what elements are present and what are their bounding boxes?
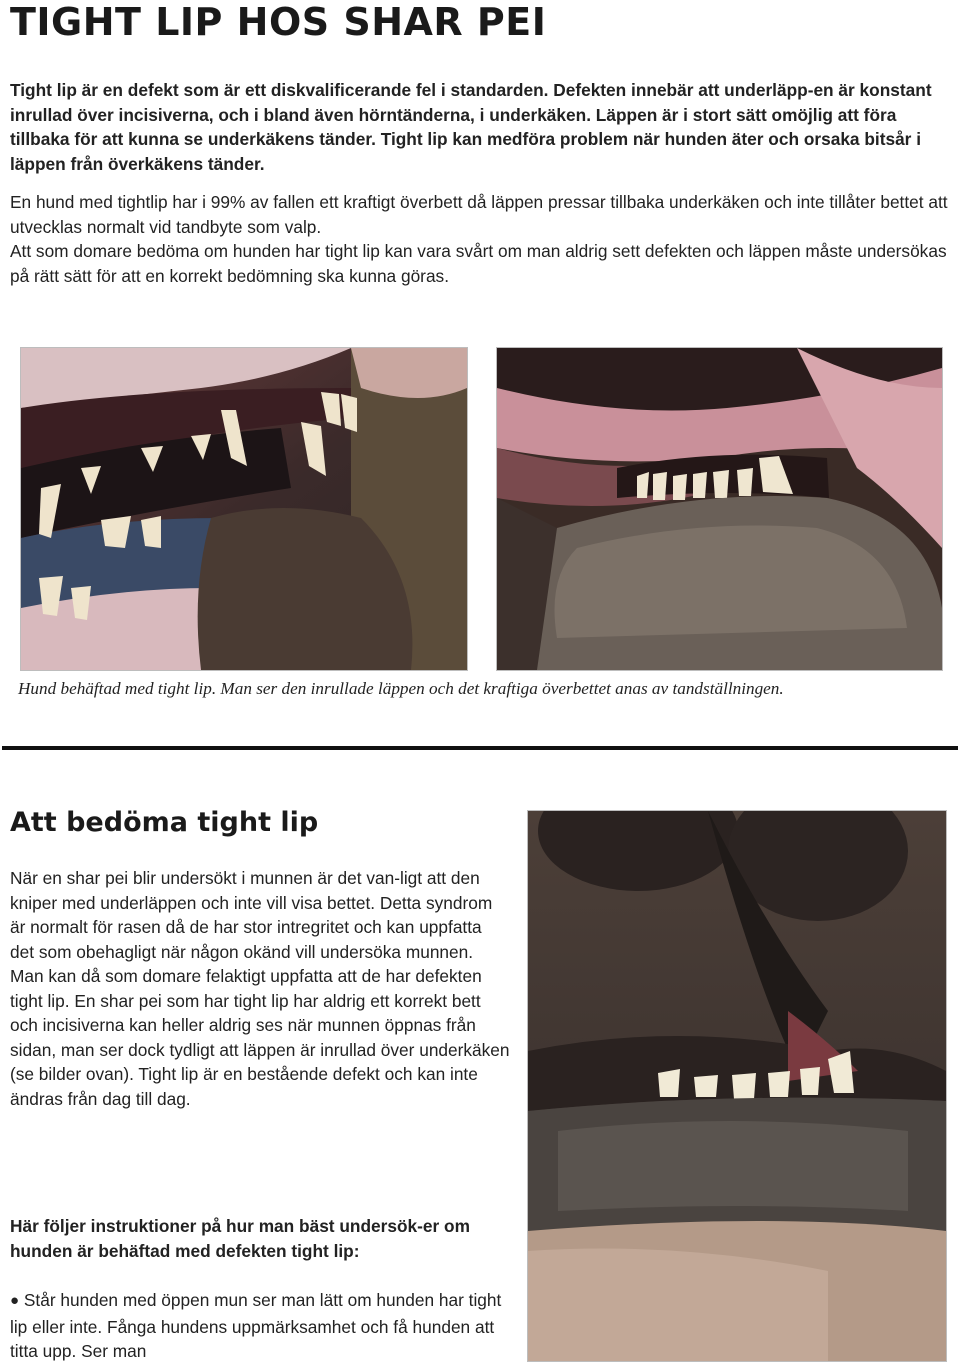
photo-closeup-muzzle — [527, 810, 947, 1362]
page-title: TIGHT LIP HOS SHAR PEI — [10, 0, 547, 44]
photo-closeup-muzzle-image — [528, 811, 946, 1361]
photo-open-mouth-teeth — [20, 347, 468, 671]
photo-front-lower-lip-image — [497, 348, 942, 670]
photo-front-lower-lip — [496, 347, 943, 671]
paragraph-overbite: En hund med tightlip har i 99% av fallen ett kraftigt överbett då läppen pressar tillbaka underkäken och inte tillåter bettet att utvecklas normalt vid tandbyte som valp. — [10, 192, 948, 237]
photo-caption: Hund behäftad med tight lip. Man ser den inrullade läppen och det kraftiga överbettet anas av tandställningen. — [18, 679, 784, 698]
instruction-bullet — [10, 1288, 510, 1364]
section-heading: Att bedöma tight lip — [10, 807, 319, 838]
section-body: När en shar pei blir undersökt i munnen är det van-ligt att den kniper med underläppen och inte vill visa bettet. Detta syndrom är normalt för rasen då de har stor intregritet och kan uppfatta det som obehagligt när någon okänd vill undersöka munnen. Man kan då som domare felaktigt uppfatta att de har defekten tight lip. En shar pei som har tight lip har aldrig ett korrekt bett och incisiverna kan heller aldrig ses när munnen öppnas från sidan, man ser dock tydligt att läppen är inrullad över underkäken (se bilder ovan). Tight lip är en bestående defekt och kan inte ändras från dag till dag. — [10, 868, 510, 1109]
bullet-dot-icon: ● — [10, 1292, 20, 1309]
intro-paragraph: Tight lip är en defekt som är ett diskvalificerande fel i standarden. Defekten innebär att underläpp-en är konstant inrullad över incisiverna, och i bland även hörntänderna, i underkäken. Läppen är i stort sätt omöjlig att föra tillbaka för att kunna se underkäkens tänder. Tight lip kan medföra problem när hunden äter och orsaka bitsår i läppen från överkäkens tänder. — [10, 80, 932, 174]
section-divider — [2, 746, 958, 750]
photo-open-mouth-teeth-image — [21, 348, 467, 670]
paragraph-judging: Att som domare bedöma om hunden har tight lip kan vara svårt om man aldrig sett defekten och läppen måste undersökas på rätt sätt för att en korrekt bedömning ska kunna göras. — [10, 241, 947, 286]
instruction-bullet-text: Står hunden med öppen mun ser man lätt om hunden har tight lip eller inte. Fånga hundens uppmärksamhet och få hunden att titta upp. Ser man — [10, 1290, 502, 1361]
instructions-heading: Här följer instruktioner på hur man bäst undersök-er om hunden är behäftad med defekten tight lip: — [10, 1216, 470, 1261]
